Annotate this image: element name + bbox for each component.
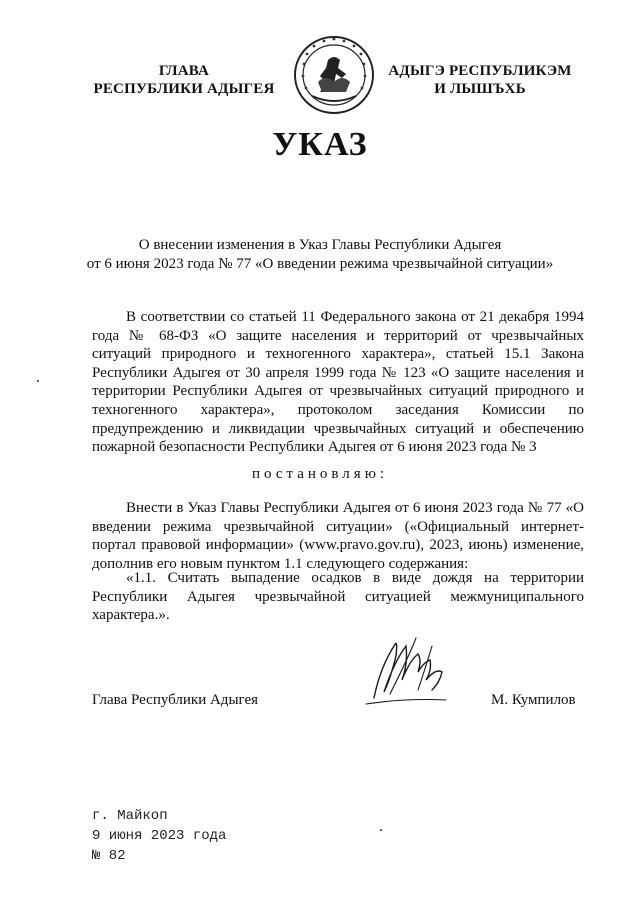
header-left-line2: РЕСПУБЛИКИ АДЫГЕЯ [93, 81, 275, 97]
amendment-paragraph: Внести в Указ Главы Республики Адыгея от 6 июня 2023 года № 77 «О введении режима чрезвычайной ситуации» («Официальный интернет-портал правовой информации» (www.pravo.gov.ru), 2023, июнь) изменение, дополнив его новым пунктом 1.1 следующего содержания: [92, 500, 584, 572]
preamble-paragraph: В соответствии со статьей 11 Федерального закона от 21 декабря 1994 года № 68-ФЗ «О защите населения и территорий от чрезвычайных ситуаций природного и техногенного характера», статьей 15.1 Закона Республики Адыгея от 30 апреля 1999 года № 123 «О защите населения и территории Республики Адыгея от чрезвычайных ситуаций природного и техногенного характера», протоколом заседания Комиссии по предупреждению и ликвидации чрезвычайных ситуаций и обеспечению пожарной безопасности Республики Адыгея от 6 июня 2023 года № 3 [92, 309, 584, 456]
subject-line1: О внесении изменения в Указ Главы Республики Адыгея [138, 237, 502, 253]
footer-date: 9 июня 2023 года [92, 828, 227, 844]
decree-word: постановляю: [251, 466, 389, 482]
footer-city: г. Майкоп [92, 808, 168, 824]
scan-speck [37, 380, 39, 382]
header-right-line2: И ЛЫШЪХЬ [434, 81, 526, 97]
coat-of-arms-emblem [288, 34, 380, 116]
subject-line2: от 6 июня 2023 года № 77 «О введении режима чрезвычайной ситуации» [86, 256, 554, 272]
signatory-name: М. Кумпилов [491, 692, 576, 708]
scan-speck [380, 829, 382, 831]
header-left [86, 62, 282, 98]
new-clause-paragraph: «1.1. Считать выпадение осадков в виде дождя на территории Республики Адыгея чрезвычайной ситуацией межмуниципального характера.». [92, 570, 584, 624]
handwritten-signature [360, 628, 496, 714]
document-subject [60, 236, 580, 274]
header-right-line1: АДЫГЭ РЕСПУБЛИКЭМ [388, 63, 572, 79]
header-left-line1: ГЛАВА [158, 63, 210, 79]
document-title: УКАЗ [272, 126, 368, 163]
footer-number: № 82 [92, 848, 126, 864]
header-right [382, 62, 578, 98]
signatory-position: Глава Республики Адыгея [92, 692, 259, 708]
